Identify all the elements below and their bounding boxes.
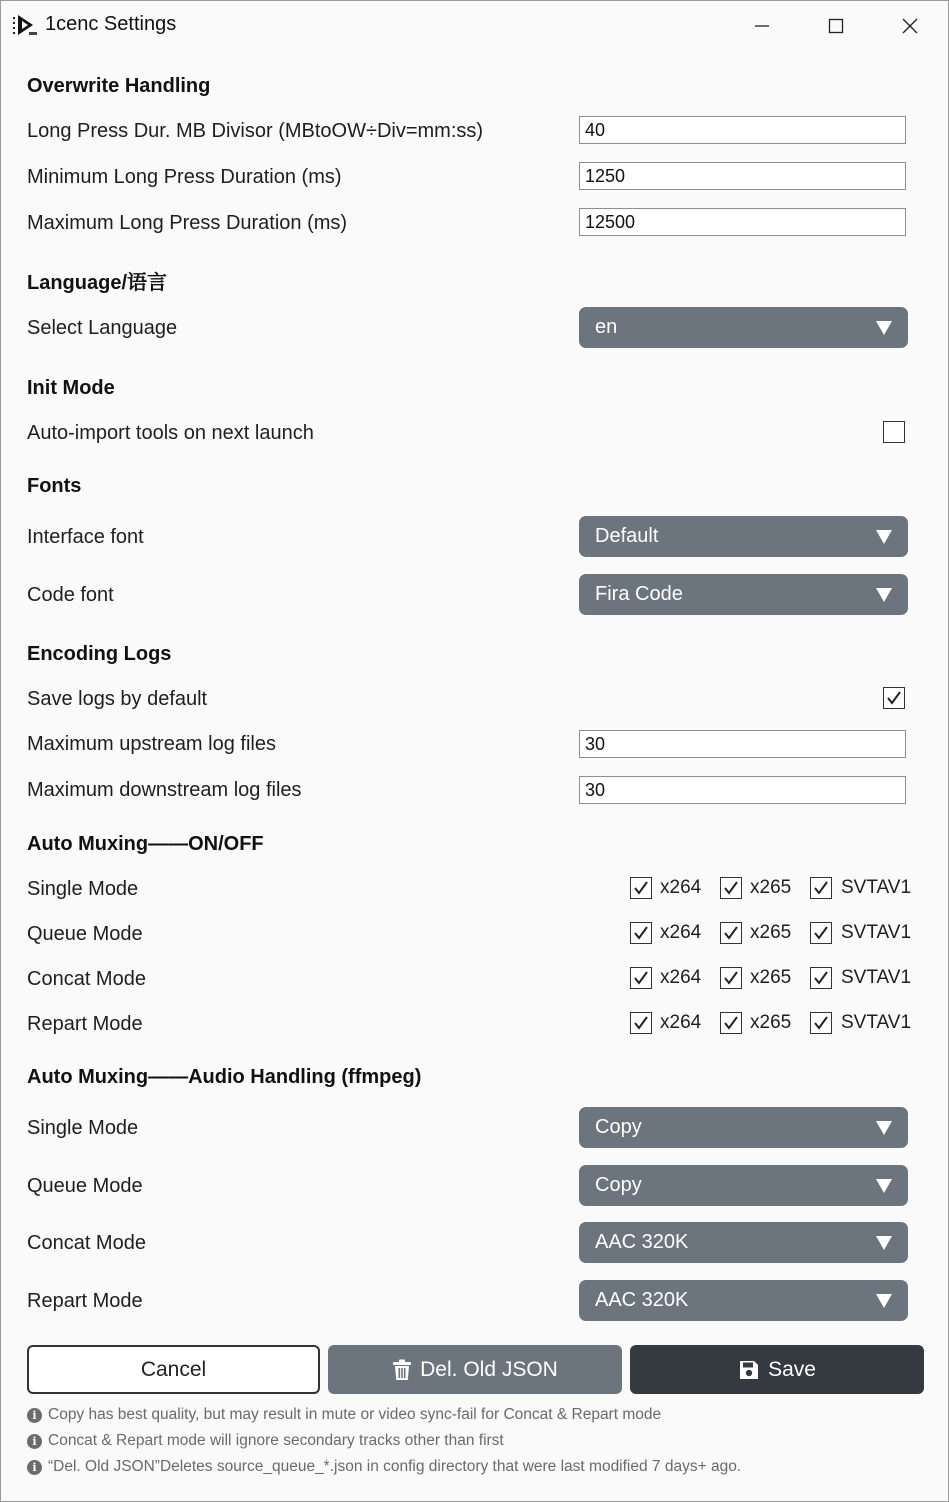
divisor-input[interactable]: 40: [579, 116, 906, 144]
interface-font-dropdown[interactable]: [579, 516, 908, 557]
maximize-button[interactable]: [813, 9, 859, 43]
check-icon: [722, 1014, 740, 1032]
downstream-log-label: Maximum downstream log files: [27, 779, 302, 801]
caret-down-icon: [876, 530, 892, 544]
mux-concat-x264-checkbox[interactable]: [630, 967, 652, 989]
minimize-icon: [754, 18, 770, 34]
save-logs-checkbox[interactable]: [883, 687, 905, 709]
overwrite-heading: Overwrite Handling: [27, 75, 211, 97]
note-item: [27, 1406, 661, 1424]
min-duration-input[interactable]: 1250: [579, 162, 906, 190]
check-icon: [812, 1014, 830, 1032]
caret-down-icon: [876, 588, 892, 602]
codec-label: SVTAV1: [841, 967, 912, 988]
mux-single-x264-checkbox[interactable]: [630, 877, 652, 899]
check-icon: [722, 879, 740, 897]
code-font-value: Fira Code: [595, 583, 683, 605]
check-icon: [632, 969, 650, 987]
upstream-log-label: Maximum upstream log files: [27, 733, 276, 755]
note-item: [27, 1432, 504, 1450]
note-text: Concat & Repart mode will ignore secondary tracks other than first: [48, 1432, 504, 1449]
audio-heading: Auto Muxing——Audio Handling (ffmpeg): [27, 1066, 422, 1088]
mux-queue-x264-checkbox[interactable]: [630, 922, 652, 944]
info-icon: i: [27, 1408, 42, 1423]
language-heading: Language/语言: [27, 272, 168, 294]
codec-label: x264: [660, 1012, 702, 1033]
save-button[interactable]: [630, 1345, 924, 1394]
title-bar: [1, 1, 948, 51]
note-text: “Del. Old JSON”Deletes source_queue_*.json in config directory that were last modified 7 days+ ago.: [48, 1458, 742, 1475]
codec-label: x264: [660, 877, 702, 898]
caret-down-icon: [876, 321, 892, 335]
check-icon: [812, 879, 830, 897]
interface-font-value: Default: [595, 525, 659, 547]
audio-single-value: Copy: [595, 1116, 642, 1138]
codec-label: SVTAV1: [841, 1012, 912, 1033]
muxing-heading: Auto Muxing——ON/OFF: [27, 833, 264, 855]
codec-label: x265: [750, 967, 792, 988]
caret-down-icon: [876, 1236, 892, 1250]
select-language-label: Select Language: [27, 317, 178, 339]
mux-concat-x265-checkbox[interactable]: [720, 967, 742, 989]
minimize-button[interactable]: [739, 9, 785, 43]
note-item: [27, 1458, 741, 1476]
max-duration-input[interactable]: 12500: [579, 208, 906, 236]
audio-mode-label: Repart Mode: [27, 1290, 143, 1312]
interface-font-label: Interface font: [27, 526, 144, 548]
close-button[interactable]: [887, 9, 933, 43]
fonts-heading: Fonts: [27, 475, 82, 497]
downstream-log-input[interactable]: 30: [579, 776, 906, 804]
audio-repart-value: AAC 320K: [595, 1289, 689, 1311]
divisor-label: Long Press Dur. MB Divisor (MBtoOW÷Div=mm:ss): [27, 120, 484, 142]
codec-label: x265: [750, 922, 792, 943]
max-duration-label: Maximum Long Press Duration (ms): [27, 212, 348, 234]
mux-mode-label: Repart Mode: [27, 1013, 143, 1035]
min-duration-label: Minimum Long Press Duration (ms): [27, 166, 342, 188]
mux-concat-svtav1-checkbox[interactable]: [810, 967, 832, 989]
auto-import-checkbox[interactable]: [883, 421, 905, 443]
mux-repart-svtav1-checkbox[interactable]: [810, 1012, 832, 1034]
mux-mode-label: Concat Mode: [27, 968, 146, 990]
maximize-icon: [828, 18, 844, 34]
mux-queue-svtav1-checkbox[interactable]: [810, 922, 832, 944]
check-icon: [632, 1014, 650, 1032]
caret-down-icon: [876, 1121, 892, 1135]
audio-repart-dropdown[interactable]: [579, 1280, 908, 1321]
audio-mode-label: Queue Mode: [27, 1175, 143, 1197]
trash-icon: [392, 1359, 412, 1381]
check-icon: [632, 924, 650, 942]
caret-down-icon: [876, 1179, 892, 1193]
audio-concat-dropdown[interactable]: [579, 1222, 908, 1263]
app-logo-icon: [13, 13, 39, 39]
window-title: 1cenc Settings: [45, 13, 177, 35]
caret-down-icon: [876, 1294, 892, 1308]
mux-queue-x265-checkbox[interactable]: [720, 922, 742, 944]
mux-mode-label: Single Mode: [27, 878, 139, 900]
init-mode-heading: Init Mode: [27, 377, 115, 399]
close-icon: [902, 18, 918, 34]
audio-mode-label: Concat Mode: [27, 1232, 146, 1254]
mux-single-x265-checkbox[interactable]: [720, 877, 742, 899]
check-icon: [632, 879, 650, 897]
floppy-disk-icon: [738, 1359, 760, 1381]
code-font-label: Code font: [27, 584, 114, 606]
check-icon: [812, 924, 830, 942]
mux-mode-label: Queue Mode: [27, 923, 143, 945]
note-text: Copy has best quality, but may result in mute or video sync-fail for Concat & Repart mode: [48, 1406, 662, 1423]
save-label: Save: [768, 1357, 816, 1381]
codec-label: x264: [660, 922, 702, 943]
cancel-label: Cancel: [140, 1357, 207, 1381]
delete-label: Del. Old JSON: [420, 1357, 558, 1381]
info-icon: i: [27, 1434, 42, 1449]
codec-label: x265: [750, 1012, 792, 1033]
audio-queue-value: Copy: [595, 1174, 642, 1196]
mux-repart-x265-checkbox[interactable]: [720, 1012, 742, 1034]
mux-single-svtav1-checkbox[interactable]: [810, 877, 832, 899]
codec-label: x265: [750, 877, 792, 898]
check-icon: [812, 969, 830, 987]
language-value: en: [595, 316, 618, 338]
auto-import-label: Auto-import tools on next launch: [27, 422, 314, 444]
check-icon: [885, 689, 903, 707]
code-font-dropdown[interactable]: [579, 574, 908, 615]
encoding-logs-heading: Encoding Logs: [27, 643, 172, 665]
check-icon: [722, 924, 740, 942]
save-logs-label: Save logs by default: [27, 688, 208, 710]
upstream-log-input[interactable]: 30: [579, 730, 906, 758]
check-icon: [722, 969, 740, 987]
codec-label: SVTAV1: [841, 877, 912, 898]
codec-label: x264: [660, 967, 702, 988]
delete-old-json-button[interactable]: [328, 1345, 622, 1394]
cancel-button[interactable]: [27, 1345, 320, 1394]
audio-queue-dropdown[interactable]: [579, 1165, 908, 1206]
info-icon: i: [27, 1460, 42, 1475]
language-dropdown[interactable]: [579, 307, 908, 348]
audio-single-dropdown[interactable]: [579, 1107, 908, 1148]
codec-label: SVTAV1: [841, 922, 912, 943]
audio-concat-value: AAC 320K: [595, 1231, 689, 1253]
audio-mode-label: Single Mode: [27, 1117, 139, 1139]
mux-repart-x264-checkbox[interactable]: [630, 1012, 652, 1034]
